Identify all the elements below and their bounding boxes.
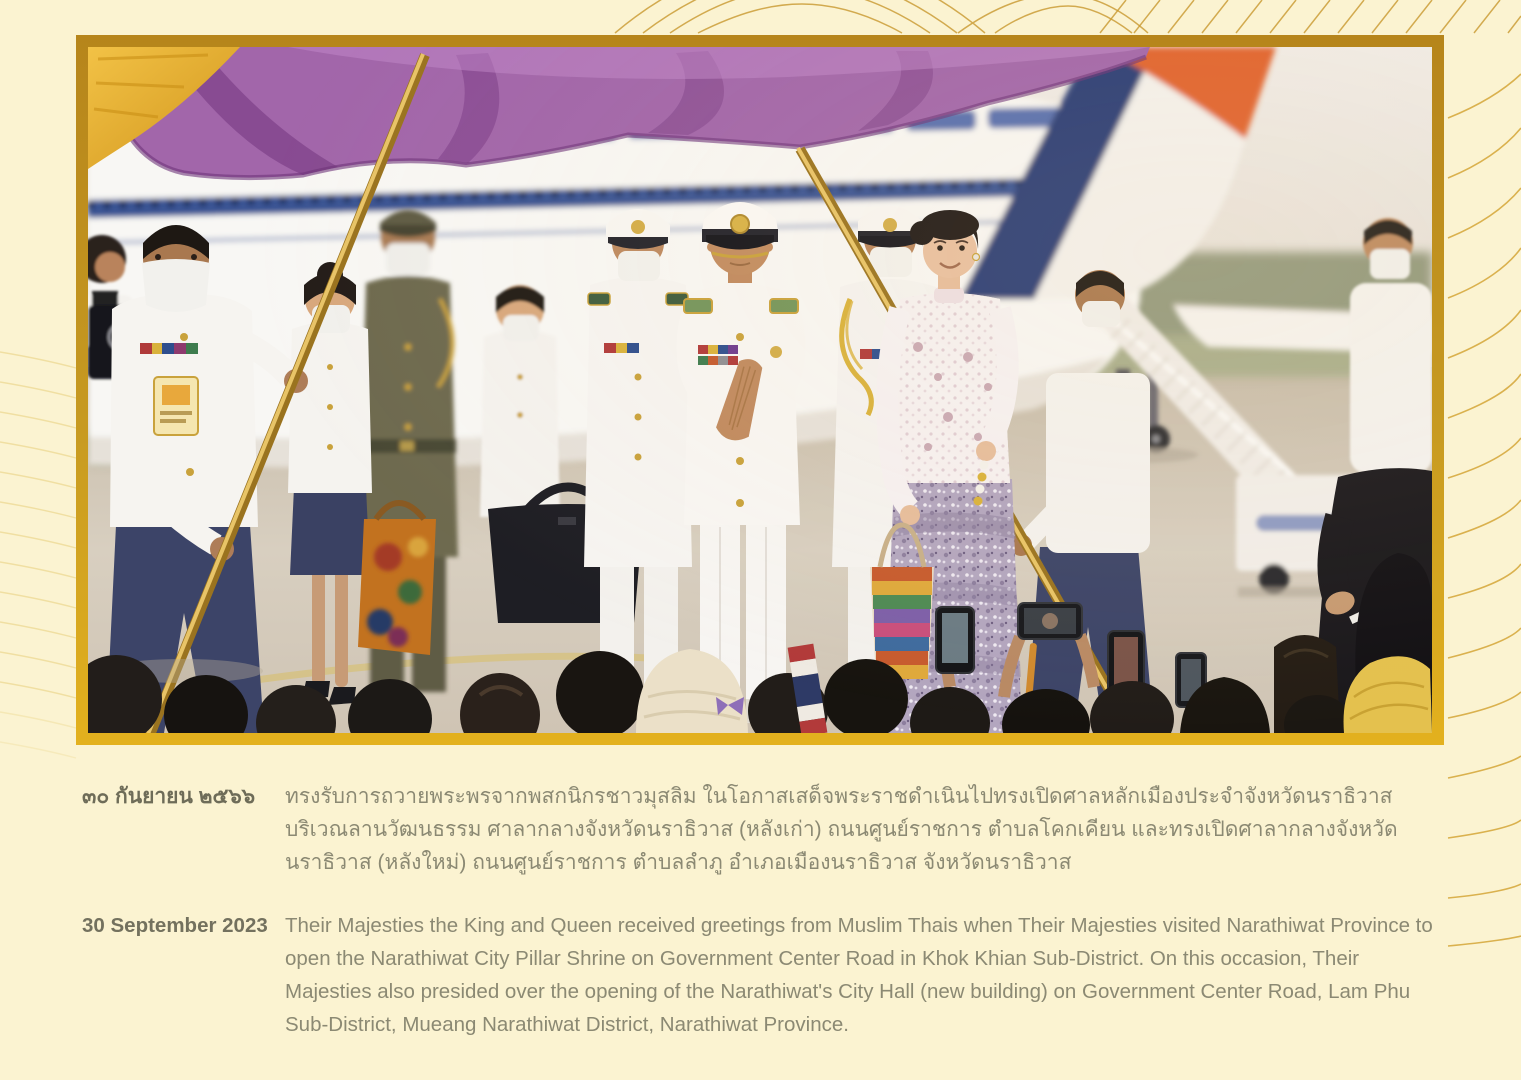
english-caption-text: Their Majesties the King and Queen received greetings from Muslim Thais when Their Majesties visited Narathiwat Province to open the Narathiwat City Pillar Shrine on Government Center Road in Khok Khian Sub-District. On this occasion, Their Majesties also presided over the opening of the Narathiwat's City Hall (new building) on Government Center Road, Lam Phu Sub-District, Mueang Narathiwat District, Narathiwat Province. (285, 914, 1433, 1036)
sunlight-haze (88, 47, 1432, 733)
thai-caption-text: ทรงรับการถวายพระพรจากพสกนิกรชาวมุสลิม ในโอกาสเสด็จพระราชดำเนินไปทรงเปิดศาลหลักเมืองประจำจังหวัดนราธิวาส บริเวณลานวัฒนธรรม ศาลากลางจังหวัดนราธิวาส (หลังเก่า) ถนนศูนย์ราชการ ตำบลโคกเคียน และทรงเปิดศาลากลางจังหวัดนราธิวาส (หลังใหม่) ถนนศูนย์ราชการ ตำบลลำภู อำเภอเมืองนราธิวาส จังหวัดนราธิวาส (285, 785, 1398, 874)
thai-caption-row (82, 780, 1439, 879)
top-right-hatch-lines (1100, 0, 1521, 33)
photo-frame (76, 35, 1444, 745)
thai-date: ๓๐ กันยายน ๒๕๖๖ (82, 785, 256, 808)
caption-block (82, 780, 1439, 1041)
english-caption-row (82, 909, 1439, 1041)
english-date: 30 September 2023 (82, 914, 268, 937)
top-center-arcs (615, 0, 1148, 33)
right-margin-arcs (1448, 74, 1521, 946)
left-margin-lines (0, 352, 76, 758)
royal-arrival-photo (88, 47, 1432, 733)
